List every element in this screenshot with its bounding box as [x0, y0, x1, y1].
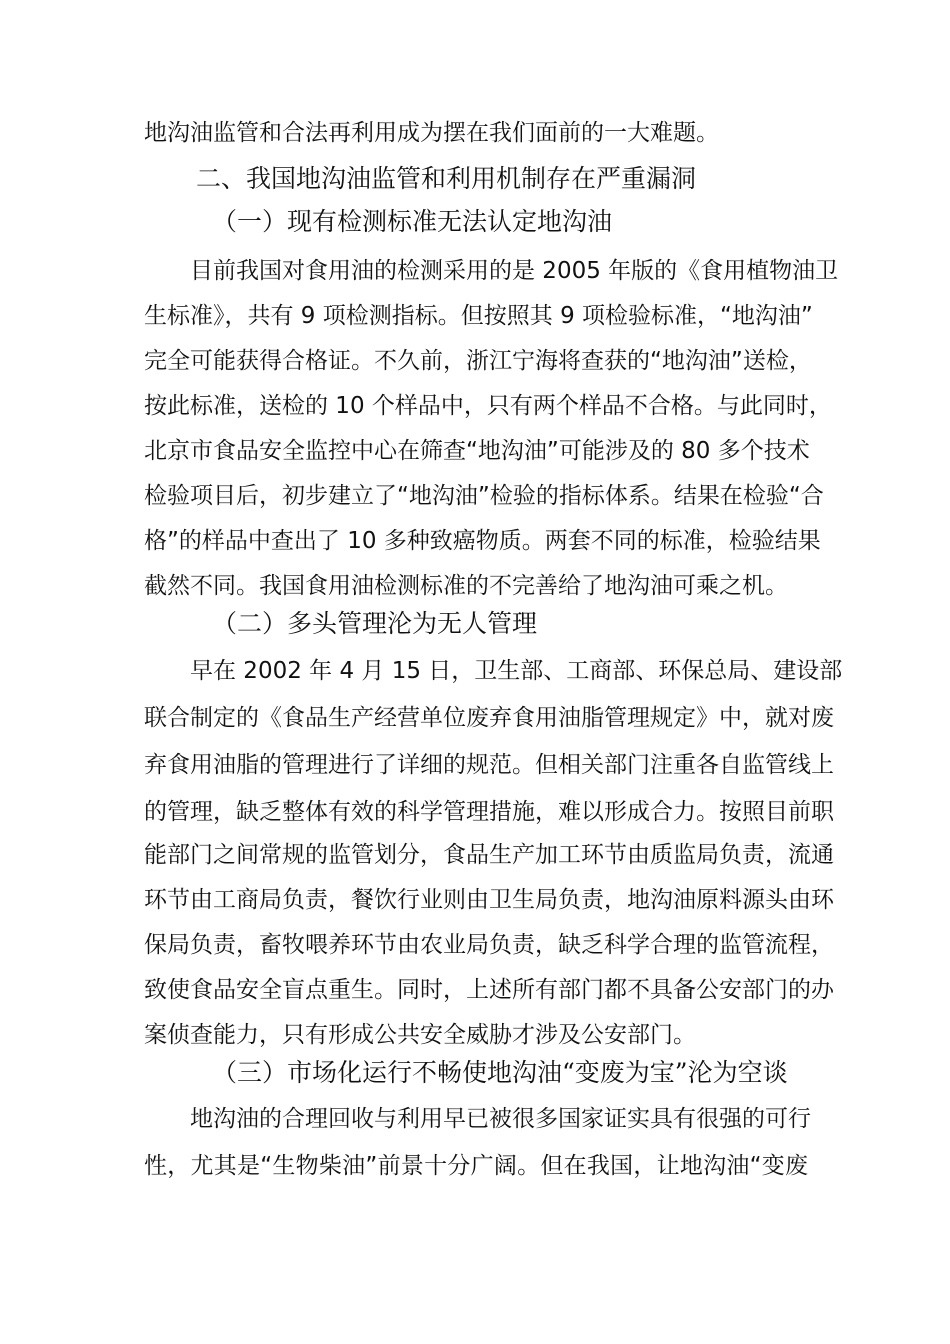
sub1-paragraph-line: 格”的样品中查出了 10 多种致癌物质。两套不同的标准，检验结果: [144, 528, 821, 554]
sub2-paragraph-line: 致使食品安全盲点重生。同时，上述所有部门都不具备公安部门的办: [144, 977, 834, 1003]
sub1-paragraph-line: 完全可能获得合格证。不久前，浙江宁海将查获的“地沟油”送检，: [144, 348, 812, 374]
sub2-paragraph-line: 弃食用油脂的管理进行了详细的规范。但相关部门注重各自监管线上: [144, 752, 834, 778]
sub3-paragraph-line: 性，尤其是“生物柴油”前景十分广阔。但在我国，让地沟油“变废: [144, 1153, 808, 1179]
sub2-paragraph-line: 早在 2002 年 4 月 15 日，卫生部、工商部、环保总局、建设部: [190, 658, 843, 684]
sub2-paragraph-line: 联合制定的《食品生产经营单位废弃食用油脂管理规定》中，就对废: [144, 705, 834, 731]
sub1-paragraph-line: 生标准》，共有 9 项检测指标。但按照其 9 项检验标准，“地沟油”: [144, 303, 813, 329]
sub1-paragraph-line: 按此标准，送检的 10 个样品中，只有两个样品不合格。与此同时，: [144, 393, 832, 419]
sub2-paragraph-line: 的管理，缺乏整体有效的科学管理措施，难以形成合力。按照目前职: [144, 799, 834, 825]
sub1-paragraph-line: 目前我国对食用油的检测采用的是 2005 年版的《食用植物油卫: [190, 258, 839, 284]
sub1-paragraph-line: 截然不同。我国食用油检测标准的不完善给了地沟油可乘之机。: [144, 573, 788, 599]
subsection-2-heading: （二）多头管理沦为无人管理: [212, 609, 538, 638]
sub2-paragraph-line: 保局负责，畜牧喂养环节由农业局负责，缺乏科学合理的监管流程，: [144, 932, 834, 958]
sub1-paragraph-line: 检验项目后，初步建立了“地沟油”检验的指标体系。结果在检验“合: [144, 483, 824, 509]
intro-tail-line: 地沟油监管和合法再利用成为摆在我们面前的一大难题。: [144, 120, 719, 146]
sub1-paragraph-line: 北京市食品安全监控中心在筛查“地沟油”可能涉及的 80 多个技术: [144, 438, 810, 464]
sub2-paragraph-line: 案侦查能力，只有形成公共安全威胁才涉及公安部门。: [144, 1022, 696, 1048]
sub3-paragraph-line: 地沟油的合理回收与利用早已被很多国家证实具有很强的可行: [190, 1106, 811, 1132]
subsection-1-heading: （一）现有检测标准无法认定地沟油: [212, 207, 613, 236]
sub2-paragraph-line: 能部门之间常规的监管划分，食品生产加工环节由质监局负责，流通: [144, 842, 834, 868]
sub2-paragraph-line: 环节由工商局负责，餐饮行业则由卫生局负责，地沟油原料源头由环: [144, 887, 834, 913]
subsection-3-heading: （三）市场化运行不畅使地沟油“变废为宝”沦为空谈: [212, 1058, 788, 1087]
section-2-heading: 二、我国地沟油监管和利用机制存在严重漏洞: [196, 164, 697, 193]
